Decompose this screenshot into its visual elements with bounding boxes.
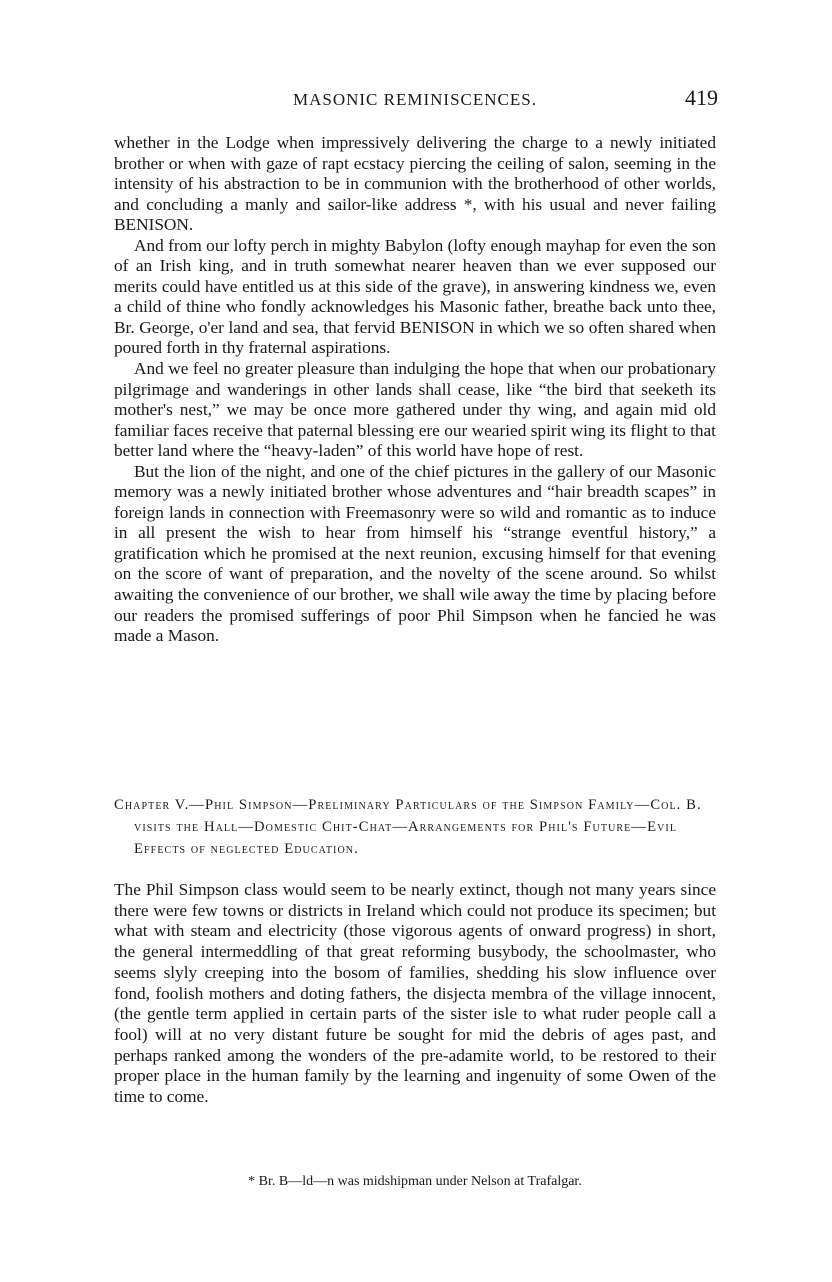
running-title: MASONIC REMINISCENCES. xyxy=(293,90,537,109)
chapter-text xyxy=(114,880,716,1108)
chapter-heading-text: Chapter V.—Phil Simpson—Preliminary Particulars of the Simpson Family—Col. B. visits the Hall—Domestic Chit-Chat—Arrangements for Phil's Future—Evil Effects of neglected Education. xyxy=(114,797,702,857)
footnote: * Br. B—ld—n was midshipman under Nelson at Trafalgar. xyxy=(248,1174,582,1189)
paragraph-babylon: And from our lofty perch in mighty Babylon (lofty enough mayhap for even the son of an Irish king, and in truth somewhat nearer heaven than we ever supposed our merits could have entitled us at this side of the grave), in answering kindness we, even a child of thine who fondly acknowledges his Masonic father, breathe back unto thee, Br. George, o'er land and sea, that fervid BENISON in which we so often shared when poured forth in thy fraternal aspirations. xyxy=(114,235,716,358)
body-text xyxy=(114,133,716,647)
page-number: 419 xyxy=(685,85,718,110)
chapter-paragraph: The Phil Simpson class would seem to be nearly extinct, though not many years since there were few towns or districts in Ireland which could not produce its specimen; but what with steam and electricity (those vigorous agents of onward progress) in short, the general intermeddling of that great reforming busybody, the schoolmaster, who seems slyly creeping into the bosom of families, shedding his slow influence over fond, foolish mothers and doting fathers, the disjecta membra of the village innocent, (the gentle term applied in certain parts of the sister isle to what ruder people call a fool) will at no very distant future be sought for mid the debris of ages past, and perhaps ranked among the wonders of the pre-adamite world, to be restored to their proper place in the human family by the learning and ingenuity of some Owen of the time to come. xyxy=(114,880,716,1107)
paragraph-lion-of-night: But the lion of the night, and one of the chief pictures in the gallery of our Masonic memory was a newly initiated brother whose adventures and “hair breadth scapes” in foreign lands in connection with Freemasonry were so wild and romantic as to induce in all present the wish to hear from himself his “strange eventful history,” a gratification which he promised at the next reunion, excusing himself for that evening on the score of want of preparation, and the novelty of the scene around. So whilst awaiting the convenience of our brother, we shall wile away the time by placing before our readers the promised sufferings of poor Phil Simpson when he fancied he was made a Mason. xyxy=(114,461,716,646)
running-head xyxy=(112,86,718,114)
paragraph-pilgrimage: And we feel no greater pleasure than indulging the hope that when our probationary pilgrimage and wanderings in other lands shall cease, like “the bird that seeketh its mother's nest,” we may be once more gathered under thy wing, and again mid old familiar faces receive that paternal blessing ere our wearied spirit wing its flight to that better land where the “heavy-laden” of this world have hope of rest. xyxy=(114,359,716,461)
paragraph-continuation: whether in the Lodge when impressively delivering the charge to a newly initiated brother or when with gaze of rapt ecstacy piercing the ceiling of salon, seeming in the intensity of his abstraction to be in communion with the brotherhood of other worlds, and concluding a manly and sailor-like address *, with his usual and never failing BENISON. xyxy=(114,133,716,235)
chapter-heading xyxy=(114,795,716,860)
